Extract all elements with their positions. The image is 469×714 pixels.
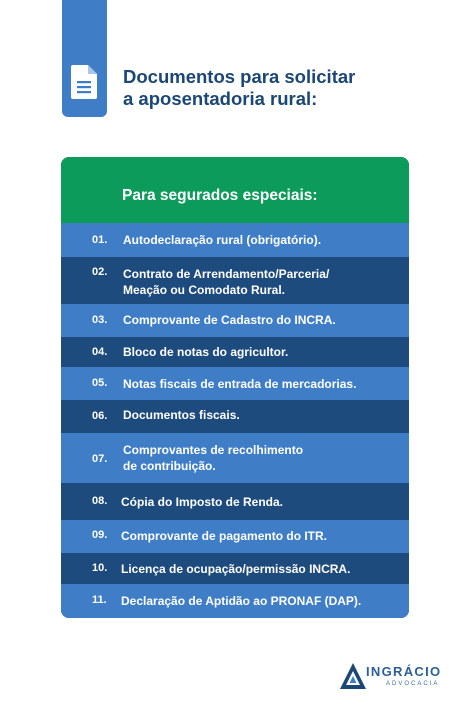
document-list-card bbox=[61, 157, 409, 618]
item-text bbox=[123, 232, 321, 248]
page-title-line-1: Documentos para solicitar bbox=[123, 66, 356, 87]
item-text bbox=[123, 376, 356, 392]
brand-tagline: ADVOCACIA bbox=[386, 681, 440, 687]
item-text-line: Declaração de Aptidão ao PRONAF (DAP). bbox=[121, 594, 362, 608]
item-number: 03. bbox=[92, 314, 108, 326]
item-number: 04. bbox=[92, 346, 108, 358]
item-text-line: Notas fiscais de entrada de mercadorias. bbox=[123, 377, 357, 391]
item-text-line: Bloco de notas do agricultor. bbox=[123, 345, 289, 359]
item-text bbox=[123, 312, 336, 328]
item-number: 02. bbox=[92, 266, 108, 278]
list-item bbox=[61, 584, 409, 618]
item-text-line: Comprovante de pagamento do ITR. bbox=[121, 529, 328, 543]
item-number: 08. bbox=[92, 495, 108, 507]
item-number: 11. bbox=[92, 594, 107, 606]
item-number: 09. bbox=[92, 529, 108, 541]
item-text-line: Cópia do Imposto de Renda. bbox=[121, 495, 284, 509]
list-item bbox=[61, 483, 409, 520]
brand-name: INGRÁCIO bbox=[366, 664, 442, 679]
item-text bbox=[121, 494, 283, 510]
item-number: 10. bbox=[92, 562, 108, 574]
item-text-line: Autodeclaração rural (obrigatório). bbox=[123, 233, 322, 247]
item-text-line: de contribuição. bbox=[123, 459, 216, 473]
item-text-line: Meação ou Comodato Rural. bbox=[123, 283, 286, 297]
list-item bbox=[61, 553, 409, 584]
page-title bbox=[123, 66, 423, 110]
list-item bbox=[61, 223, 409, 257]
list-item bbox=[61, 304, 409, 337]
page-title-line-2: a aposentadoria rural: bbox=[123, 88, 318, 109]
item-number: 01. bbox=[92, 234, 108, 246]
item-text bbox=[121, 528, 327, 544]
item-number: 05. bbox=[92, 377, 108, 389]
list-item bbox=[61, 520, 409, 553]
list-item bbox=[61, 367, 409, 400]
item-text bbox=[121, 561, 350, 577]
list-item bbox=[61, 433, 409, 483]
list-item bbox=[61, 257, 409, 304]
item-text bbox=[121, 593, 361, 609]
item-text bbox=[123, 344, 288, 360]
item-text-line: Licença de ocupação/permissão INCRA. bbox=[121, 562, 351, 576]
list-item bbox=[61, 337, 409, 367]
item-text-line: Documentos fiscais. bbox=[123, 408, 240, 422]
item-text-line: Contrato de Arrendamento/Parceria/ bbox=[123, 267, 330, 281]
item-number: 07. bbox=[92, 453, 108, 465]
item-text bbox=[123, 407, 240, 423]
item-text-line: Comprovante de Cadastro do INCRA. bbox=[123, 313, 336, 327]
document-icon bbox=[71, 65, 97, 99]
top-tab bbox=[62, 0, 107, 117]
item-text bbox=[123, 266, 329, 298]
card-title: Para segurados especiais: bbox=[122, 187, 318, 204]
card-header bbox=[61, 157, 409, 223]
item-text bbox=[123, 442, 303, 474]
list-item bbox=[61, 400, 409, 433]
item-text-line: Comprovantes de recolhimento bbox=[123, 443, 304, 457]
item-number: 06. bbox=[92, 410, 108, 422]
